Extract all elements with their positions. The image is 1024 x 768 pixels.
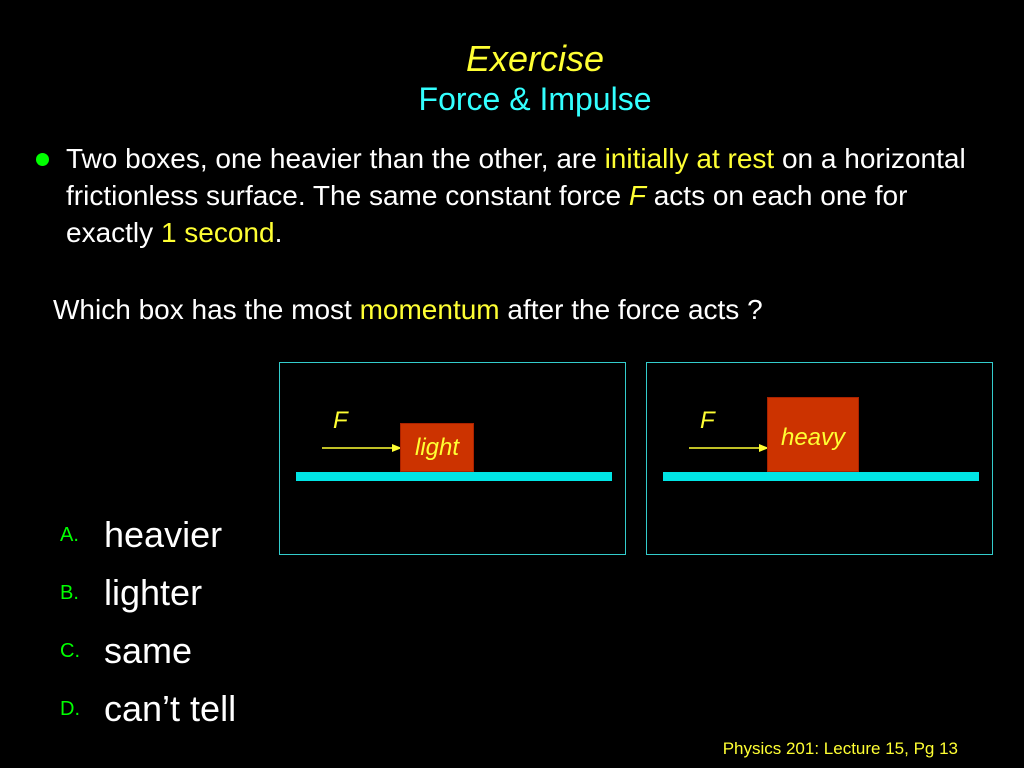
frictionless-surface: [296, 472, 612, 481]
highlight-one-second: 1 second: [160, 217, 275, 248]
slide-subtitle: Force & Impulse: [418, 81, 652, 117]
heavy-box-diagram: [646, 362, 993, 555]
light-box: light: [400, 423, 474, 472]
force-arrow-icon: [689, 442, 769, 454]
question-text-2: after the force acts ?: [499, 294, 763, 325]
choice-text: same: [104, 630, 193, 671]
choice-text: lighter: [104, 572, 203, 613]
answer-choices: [60, 514, 236, 746]
slide-footer: Physics 201: Lecture 15, Pg 13: [722, 739, 958, 758]
choice-text: heavier: [104, 514, 223, 555]
choice-letter: D.: [60, 697, 80, 720]
highlight-initially-at-rest: initially at rest: [604, 143, 775, 174]
choice-letter: C.: [60, 639, 80, 662]
choice-a: [60, 514, 236, 572]
choice-letter: A.: [60, 523, 79, 546]
choice-b: [60, 572, 236, 630]
choice-letter: B.: [60, 581, 79, 604]
light-box-diagram: [279, 362, 626, 555]
choice-d: [60, 688, 236, 746]
choice-text: can’t tell: [104, 688, 237, 729]
choice-c: [60, 630, 236, 688]
heavy-box: heavy: [767, 397, 859, 472]
highlight-momentum: momentum: [359, 294, 500, 325]
question: [53, 294, 763, 326]
statement-text-2: on a horizontal frictionless surface. The same constant force: [66, 143, 966, 211]
force-arrow-icon: [322, 442, 402, 454]
bullet-dot-icon: [36, 153, 49, 166]
force-symbol: F: [628, 180, 646, 211]
slide-title: Exercise: [465, 38, 605, 79]
question-text-1: Which box has the most: [53, 294, 360, 325]
force-label: F: [700, 407, 715, 434]
statement-text-4: .: [274, 217, 283, 248]
statement-text-3: acts on each one for exactly: [66, 180, 908, 248]
force-label: F: [333, 407, 348, 434]
statement-text-1: Two boxes, one heavier than the other, are: [66, 143, 605, 174]
frictionless-surface: [663, 472, 979, 481]
problem-statement: [66, 140, 996, 251]
